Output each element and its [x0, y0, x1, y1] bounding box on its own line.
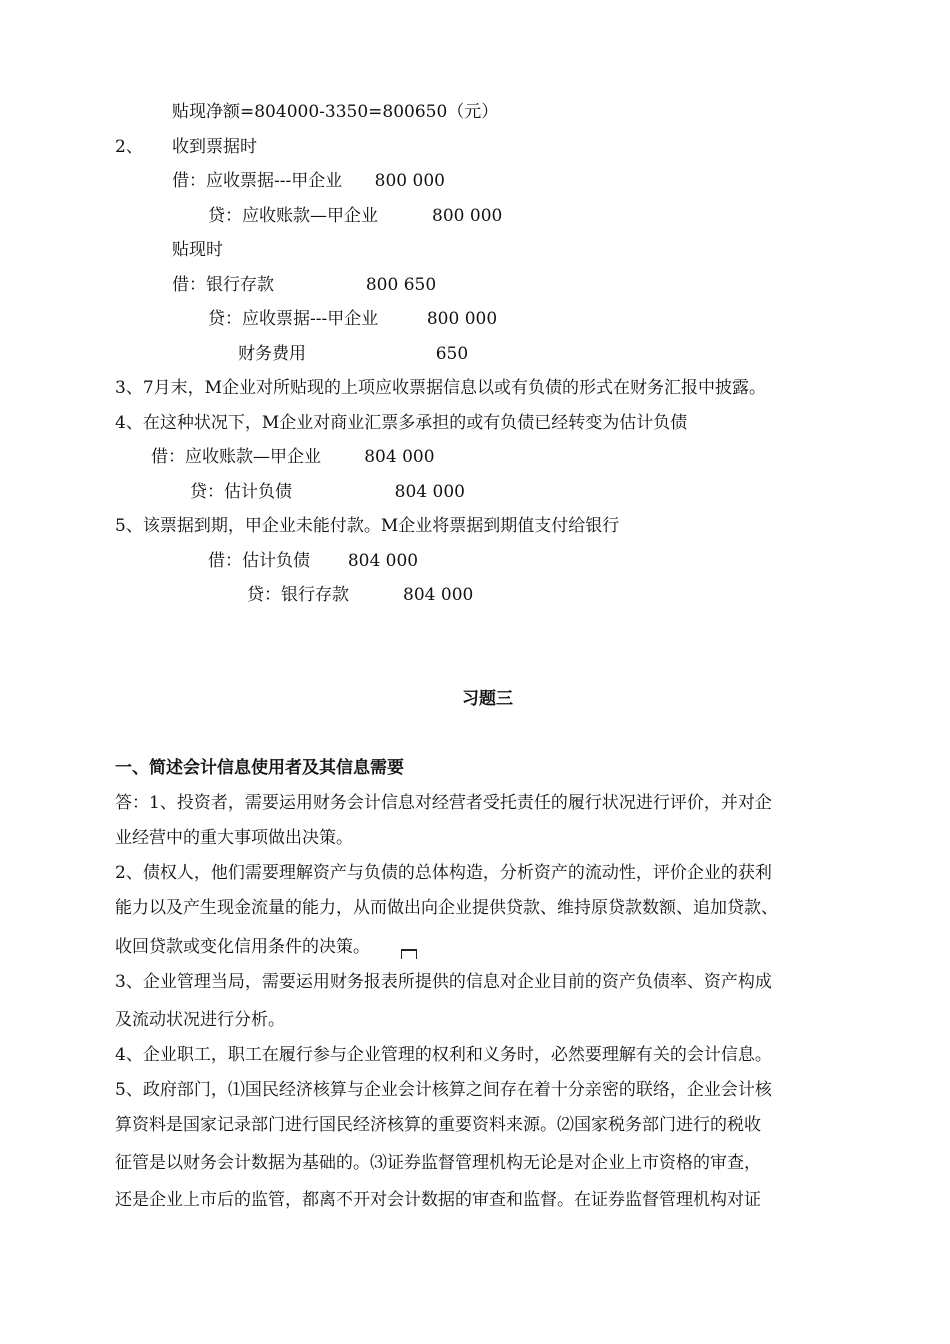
text-line-entry-debit-liability: 借：估计负债 804 000: [208, 551, 419, 571]
text-line-item-2-title: 收到票据时: [172, 137, 257, 157]
answer-line: 2、债权人，他们需要理解资产与负债的总体构造，分析资产的流动性，评价企业的获利: [115, 863, 772, 883]
text-line-entry-credit-liability: 贷：估计负债 804 000: [190, 482, 465, 502]
text-line-entry-credit-bank: 贷：银行存款 804 000: [247, 585, 474, 605]
text-line-entry-finance-cost: 财务费用 650: [238, 344, 469, 364]
text-line-item-3: 3、7月末，M企业对所贴现的上项应收票据信息以或有负债的形式在财务汇报中披露。: [115, 378, 767, 398]
question-heading: 一、简述会计信息使用者及其信息需要: [115, 758, 404, 778]
answer-line: 业经营中的重大事项做出决策。: [115, 828, 353, 848]
text-line-item-2-number: 2、: [115, 137, 143, 157]
text-line-entry-debit: 借：应收票据---甲企业 800 000: [172, 171, 445, 191]
text-line-discount-net: 贴现净额=804000-3350=800650（元）: [172, 102, 499, 122]
answer-line: 5、政府部门，⑴国民经济核算与企业会计核算之间存在着十分亲密的联络，企业会计核: [115, 1080, 772, 1100]
answer-line: 算资料是国家记录部门进行国民经济核算的重要资料来源。⑵国家税务部门进行的税收: [115, 1115, 761, 1135]
answer-line: 还是企业上市后的监管，都离不开对会计数据的审查和监督。在证券监督管理机构对证: [115, 1190, 761, 1210]
answer-line: 4、企业职工，职工在履行参与企业管理的权利和义务时，必然要理解有关的会计信息。: [115, 1045, 772, 1065]
answer-line: 及流动状况进行分析。: [115, 1010, 285, 1030]
answer-line: 能力以及产生现金流量的能力，从而做出向企业提供贷款、维持原贷款数额、追加贷款、: [115, 898, 778, 918]
answer-line: 答：1、投资者，需要运用财务会计信息对经营者受托责任的履行状况进行评价，并对企: [115, 793, 772, 813]
text-line-entry-credit-notes: 贷：应收票据---甲企业 800 000: [208, 309, 498, 329]
text-line-item-5: 5、该票据到期，甲企业未能付款。M企业将票据到期值支付给银行: [115, 516, 620, 536]
text-line-entry-debit-receivable: 借：应收账款—甲企业 804 000: [151, 447, 435, 467]
text-line-entry-debit-bank: 借：银行存款 800 650: [172, 275, 437, 295]
edit-mark-icon: [401, 949, 417, 959]
answer-line: 3、企业管理当局，需要运用财务报表所提供的信息对企业目前的资产负债率、资产构成: [115, 972, 772, 992]
text-line-item-4: 4、在这种状况下，M企业对商业汇票多承担的或有负债已经转变为估计负债: [115, 413, 688, 433]
text-line-discount-time: 贴现时: [172, 240, 223, 260]
text-line-entry-credit: 贷：应收账款—甲企业 800 000: [208, 206, 503, 226]
answer-line: 征管是以财务会计数据为基础的。⑶证券监督管理机构无论是对企业上市资格的审查，: [115, 1153, 761, 1173]
section-title: 习题三: [462, 689, 513, 709]
answer-line: 收回贷款或变化信用条件的决策。: [115, 937, 370, 957]
